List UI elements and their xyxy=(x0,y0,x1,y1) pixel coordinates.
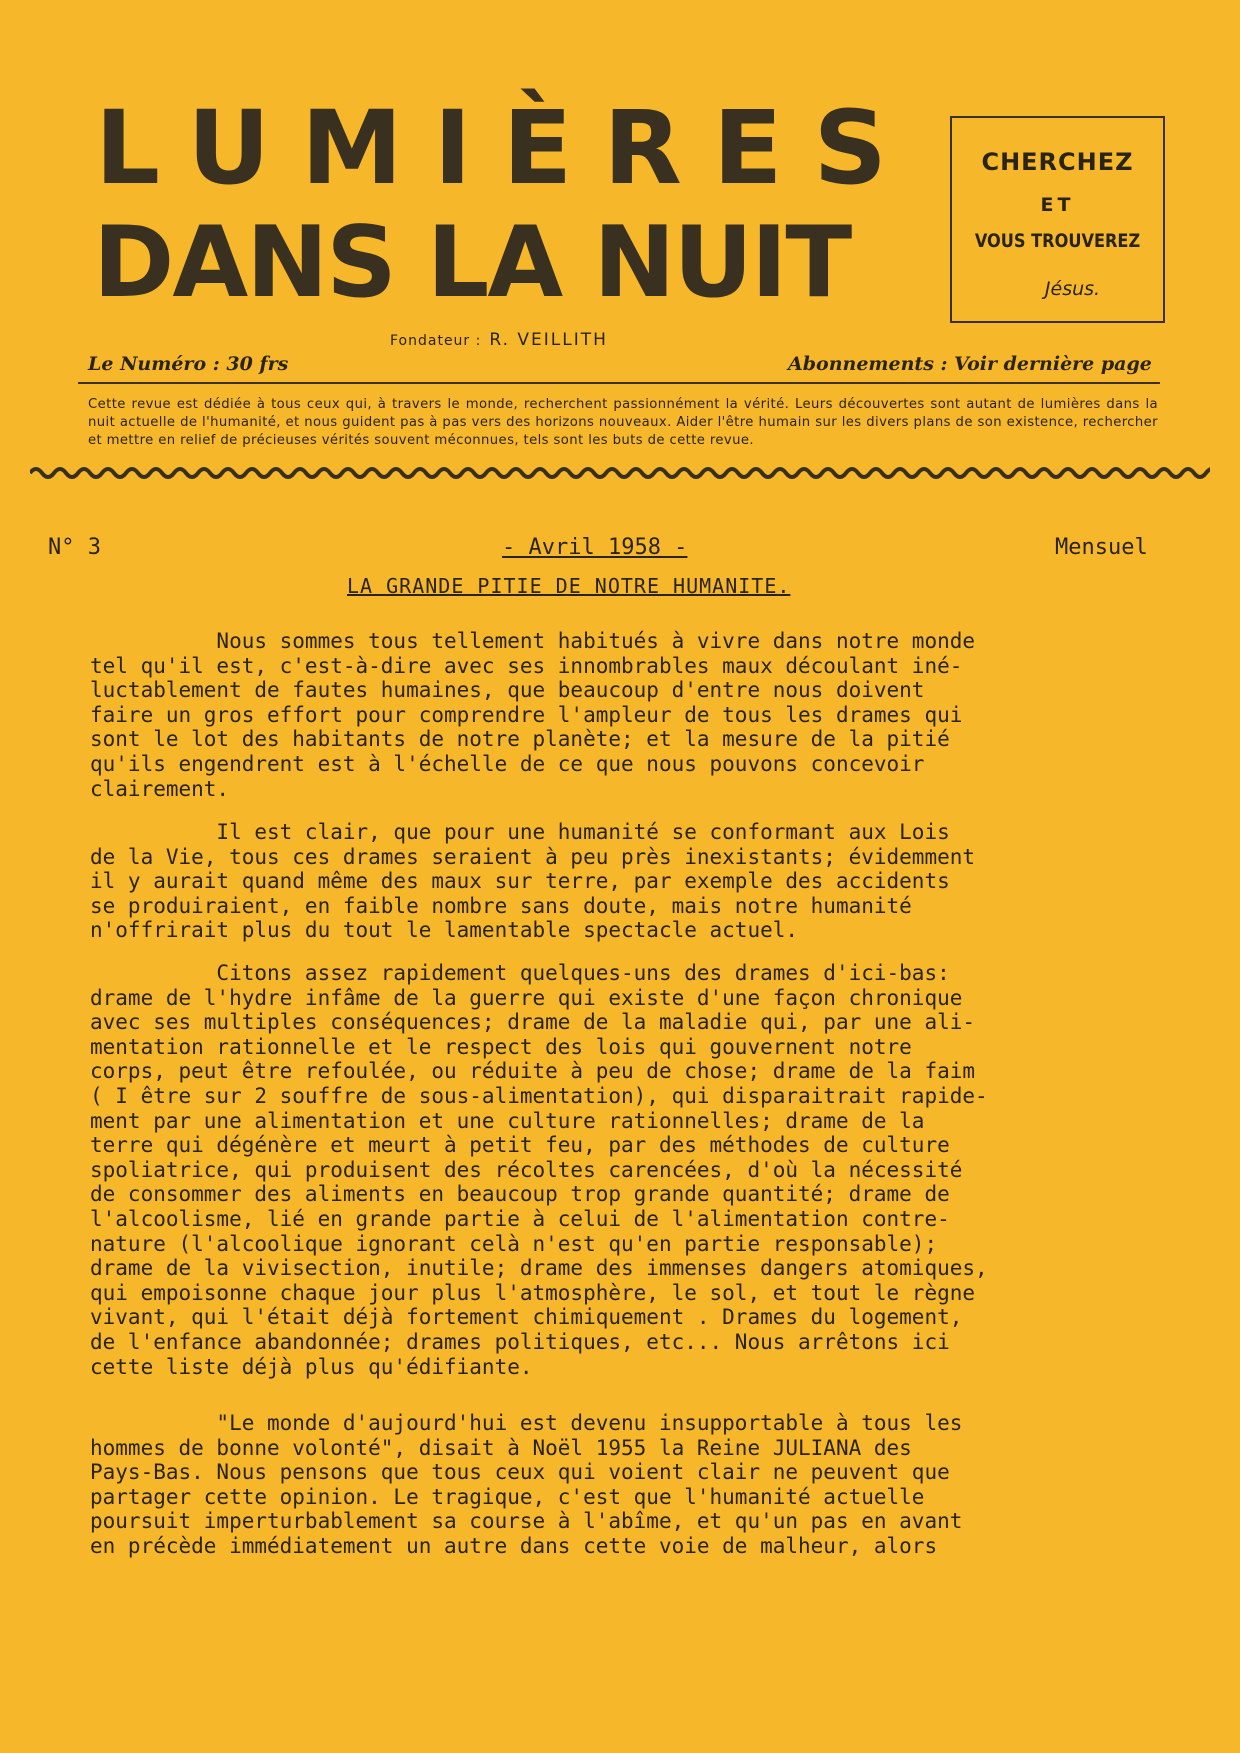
quote-line2: ET xyxy=(1040,194,1075,216)
founder-name: R. VEILLITH xyxy=(489,330,608,350)
intro-paragraph: Cette revue est dédiée à tous ceux qui, à travers le monde, recherchent passionnément la vérité. Leurs découvertes sont autant de lumières dans la nuit actuelle de l'humanité, et nous guident pas à pas vers des horizons nouveaux. Aider l'être humain sur les divers plans de son existence, rechercher et mettre en relief de précieuses vérités souvent méconnues, tels sont les buts de cette revue. xyxy=(88,397,1158,448)
masthead-title-line1: LUMIÈRES xyxy=(95,89,918,208)
wave-line xyxy=(30,469,1210,477)
article-paragraph: "Le monde d'aujourd'hui est devenu insupportable à tous les hommes de bonne volonté", disait à Noël 1955 la Reine JULIANA des Pays-Bas. Nous pensons que tous ceux qui voient clair ne peuvent que partager cette opinion. Le tragique, c'est que l'humanité actuelle poursuit imperturbablement sa course à l'abîme, et qu'un pas en avant en précède immédiatement un autre dans cette voie de malheur, alors xyxy=(90,1411,963,1558)
article-paragraph: Nous sommes tous tellement habitués à vivre dans notre monde tel qu'il est, c'est-à-dire avec ses innombrables maux découlant iné- luctablement de fautes humaines, que beaucoup d'entre nous doivent faire un gros effort pour comprendre l'ampleur de tous les drames qui sont le lot des habitants de notre planète; et la mesure de la pitié qu'ils engendrent est à l'échelle de ce que nous pouvons concevoir clairement. xyxy=(90,629,976,801)
quote-box xyxy=(950,116,1165,323)
masthead-divider xyxy=(78,382,1160,384)
quote-line1: CHERCHEZ xyxy=(981,148,1134,176)
issue-date: - Avril 1958 - xyxy=(502,535,688,560)
founder-line xyxy=(390,330,608,350)
article-headline: LA GRANDE PITIE DE NOTRE HUMANITE. xyxy=(347,574,791,598)
subscriptions-line: Abonnements : Voir dernière page xyxy=(788,353,1152,375)
price-line: Le Numéro : 30 frs xyxy=(88,353,289,375)
issue-number: N° 3 xyxy=(48,535,101,560)
quote-line3: VOUS TROUVEREZ xyxy=(974,230,1141,252)
issue-frequency: Mensuel xyxy=(1055,535,1148,560)
founder-label: Fondateur : xyxy=(390,333,482,349)
masthead-title-line2: DANS LA NUIT xyxy=(93,206,851,320)
article-paragraph: Citons assez rapidement quelques-uns des drames d'ici-bas: drame de l'hydre infâme de la guerre qui existe d'une façon chronique avec ses multiples conséquences; drame de la maladie qui, par une ali- mentation rationnelle et le respect des lois qui gouvernent notre corps, peut être refoulée, ou réduite à peu de chose; drame de la faim ( I être sur 2 souffre de sous-alimentation), qui disparaitrait rapide- ment par une alimentation et une culture rationnelles; drame de la terre qui dégénère et meurt à petit feu, par des méthodes de culture spoliatrice, qui produisent des récoltes carencées, d'où la nécessité de consommer des aliments en beaucoup trop grande quantité; drame de l'alcoolisme, lié en grande partie à celui de l'alimentation contre- nature (l'alcoolique ignorant celà n'est qu'en partie responsable); drame de la vivisection, inutile; drame des immenses dangers atomiques, qui empoisonne chaque jour plus l'atmosphère, le sol, et tout le règne vivant, qui l'était déjà fortement chimiquement . Drames du logement, de l'enfance abandonnée; drames politiques, etc... Nous arrêtons ici cette liste déjà plus qu'édifiante. xyxy=(90,961,988,1379)
quote-author: Jésus. xyxy=(1044,278,1101,300)
article-paragraph: Il est clair, que pour une humanité se conformant aux Lois de la Vie, tous ces drames seraient à peu près inexistants; évidemment il y aurait quand même des maux sur terre, par exemple des accidents se produiraient, en faible nombre sans doute, mais notre humanité n'offrirait plus du tout le lamentable spectacle actuel. xyxy=(90,820,976,943)
wave-divider xyxy=(30,462,1210,484)
